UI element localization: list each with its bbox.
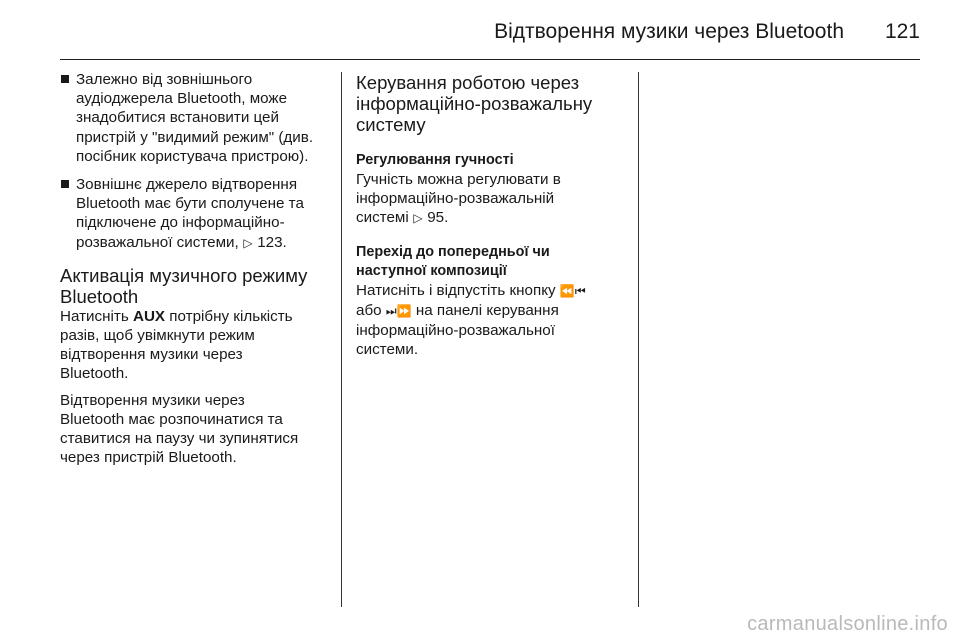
text-line xyxy=(356,301,628,321)
left-column xyxy=(60,70,332,474)
text-line: разів, щоб увімкнути режим xyxy=(60,327,255,345)
aux-button-label: AUX xyxy=(132,307,166,325)
text-line: системи. xyxy=(356,341,419,359)
text-line xyxy=(356,208,628,228)
heading-line: інформаційно-розважальну xyxy=(356,93,593,114)
text-line: відтворення музики через xyxy=(60,346,243,364)
paragraph xyxy=(356,170,628,229)
text-line: Відтворення музики через xyxy=(60,391,245,409)
heading-line: Bluetooth xyxy=(60,285,139,307)
text-line: аудіоджерела Bluetooth, може xyxy=(76,90,288,108)
page-reference: 95. xyxy=(427,209,449,227)
text-line: пристрій у "видимий режим" (див. xyxy=(76,128,314,146)
heading-line: Регулювання гучності xyxy=(356,152,514,168)
bullet-item xyxy=(60,70,332,166)
text-fragment: розважальної системи, xyxy=(76,233,239,251)
text-line: Bluetooth. xyxy=(60,365,129,383)
page-reference: 123. xyxy=(257,233,287,251)
text-line: Bluetooth має бути сполучене та xyxy=(76,195,304,213)
bullet-item xyxy=(60,175,332,253)
subsection-heading xyxy=(356,243,628,281)
text-fragment: системі xyxy=(356,209,409,227)
heading-line: наступної композиції xyxy=(356,262,507,279)
watermark: carmanualsonline.info xyxy=(747,613,948,635)
text-line: підключене до інформаційно- xyxy=(76,214,285,232)
paragraph xyxy=(60,391,332,468)
page-title: Відтворення музики через Bluetooth xyxy=(494,20,844,43)
column-divider xyxy=(341,72,342,607)
text-line: Залежно від зовнішнього xyxy=(76,71,253,88)
column-divider xyxy=(638,72,639,607)
text-line: Зовнішнє джерело відтворення xyxy=(76,176,298,194)
page-ref-arrow-icon: ▷ xyxy=(243,235,253,250)
paragraph xyxy=(60,307,332,384)
text-fragment: потрібну кількість xyxy=(169,307,293,325)
text-line xyxy=(60,307,332,326)
text-line xyxy=(76,233,332,253)
next-track-icon: ⏭⏩ xyxy=(385,303,412,318)
heading-line: Активація музичного режиму xyxy=(60,264,308,286)
page-number: 121 xyxy=(884,20,920,43)
text-line: Гучність можна регулювати в xyxy=(356,171,561,188)
heading-line: Керування роботою через xyxy=(356,72,580,93)
text-line: Bluetooth має розпочинатися та xyxy=(60,410,283,428)
text-line: знадобитися встановити цей xyxy=(76,109,279,127)
heading-line: систему xyxy=(356,114,426,135)
heading-line: Перехід до попередньої чи xyxy=(356,243,550,260)
page-header xyxy=(60,14,920,60)
page-ref-arrow-icon: ▷ xyxy=(413,211,423,226)
text-line: через пристрій Bluetooth. xyxy=(60,449,237,467)
text-line: інформаційно-розважальної xyxy=(356,322,555,340)
section-heading xyxy=(60,265,332,307)
text-line: інформаційно-розважальній xyxy=(356,190,555,208)
section-heading xyxy=(356,72,628,135)
text-line xyxy=(356,281,628,301)
text-fragment: Натисніть і відпустіть кнопку xyxy=(356,281,556,299)
text-line: посібник користувача пристрою). xyxy=(76,147,309,165)
text-fragment: на панелі керування xyxy=(415,301,559,319)
subsection-heading xyxy=(356,151,628,170)
previous-track-icon: ⏪⏮ xyxy=(559,283,586,298)
text-line: ставитися на паузу чи зупинятися xyxy=(60,430,299,448)
text-fragment: Натисніть xyxy=(60,307,129,325)
middle-column xyxy=(356,70,628,366)
paragraph xyxy=(356,281,628,360)
text-fragment: або xyxy=(356,301,382,319)
